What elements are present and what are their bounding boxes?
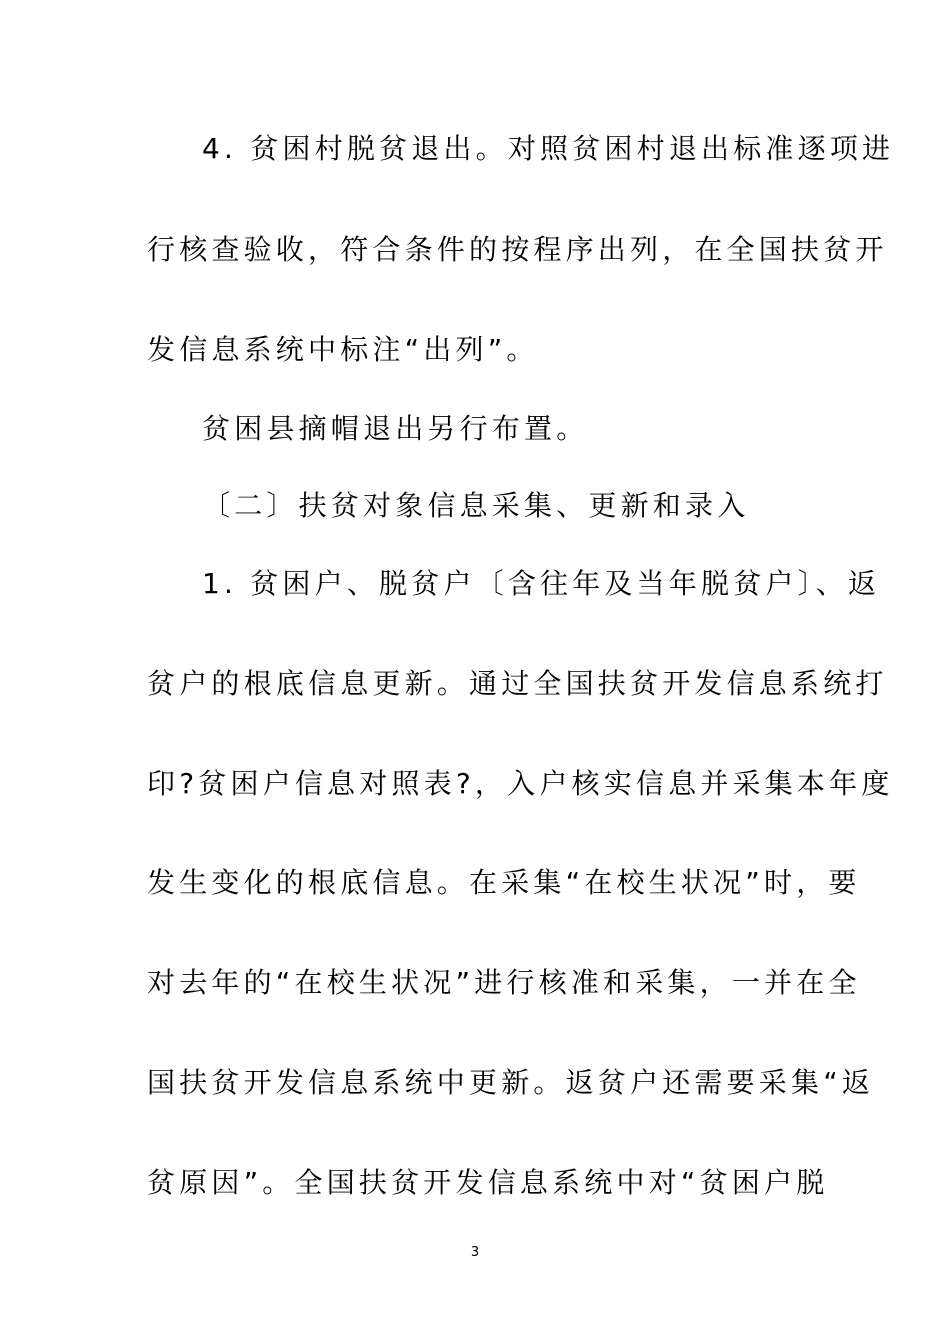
paragraph-line: 印?贫困户信息对照表?，入户核实信息并采集本年度 — [147, 767, 894, 800]
paragraph-line: 发生变化的根底信息。在采集“在校生状况”时，要 — [147, 866, 861, 899]
paragraph-line: 发信息系统中标注“出列”。 — [147, 333, 539, 366]
paragraph-line: 行核查验收，符合条件的按程序出列，在全国扶贫开 — [147, 233, 888, 266]
paragraph-line: 1. 贫困户、脱贫户〔含往年及当年脱贫户〕、返 — [202, 567, 881, 600]
paragraph-line: 贫原因”。全国扶贫开发信息系统中对“贫困户脱 — [147, 1166, 829, 1199]
page-number: 3 — [470, 1245, 480, 1260]
section-heading: 〔二〕扶贫对象信息采集、更新和录入 — [202, 489, 750, 522]
paragraph-line: 贫户的根底信息更新。通过全国扶贫开发信息系统打 — [147, 667, 888, 700]
paragraph-line: 4. 贫困村脱贫退出。对照贫困村退出标准逐项进 — [202, 132, 895, 165]
paragraph-line: 贫困县摘帽退出另行布置。 — [202, 412, 589, 445]
paragraph-line: 国扶贫开发信息系统中更新。返贫户还需要采集“返 — [147, 1066, 875, 1099]
paragraph-line: 对去年的“在校生状况”进行核准和采集，一并在全 — [147, 966, 861, 999]
